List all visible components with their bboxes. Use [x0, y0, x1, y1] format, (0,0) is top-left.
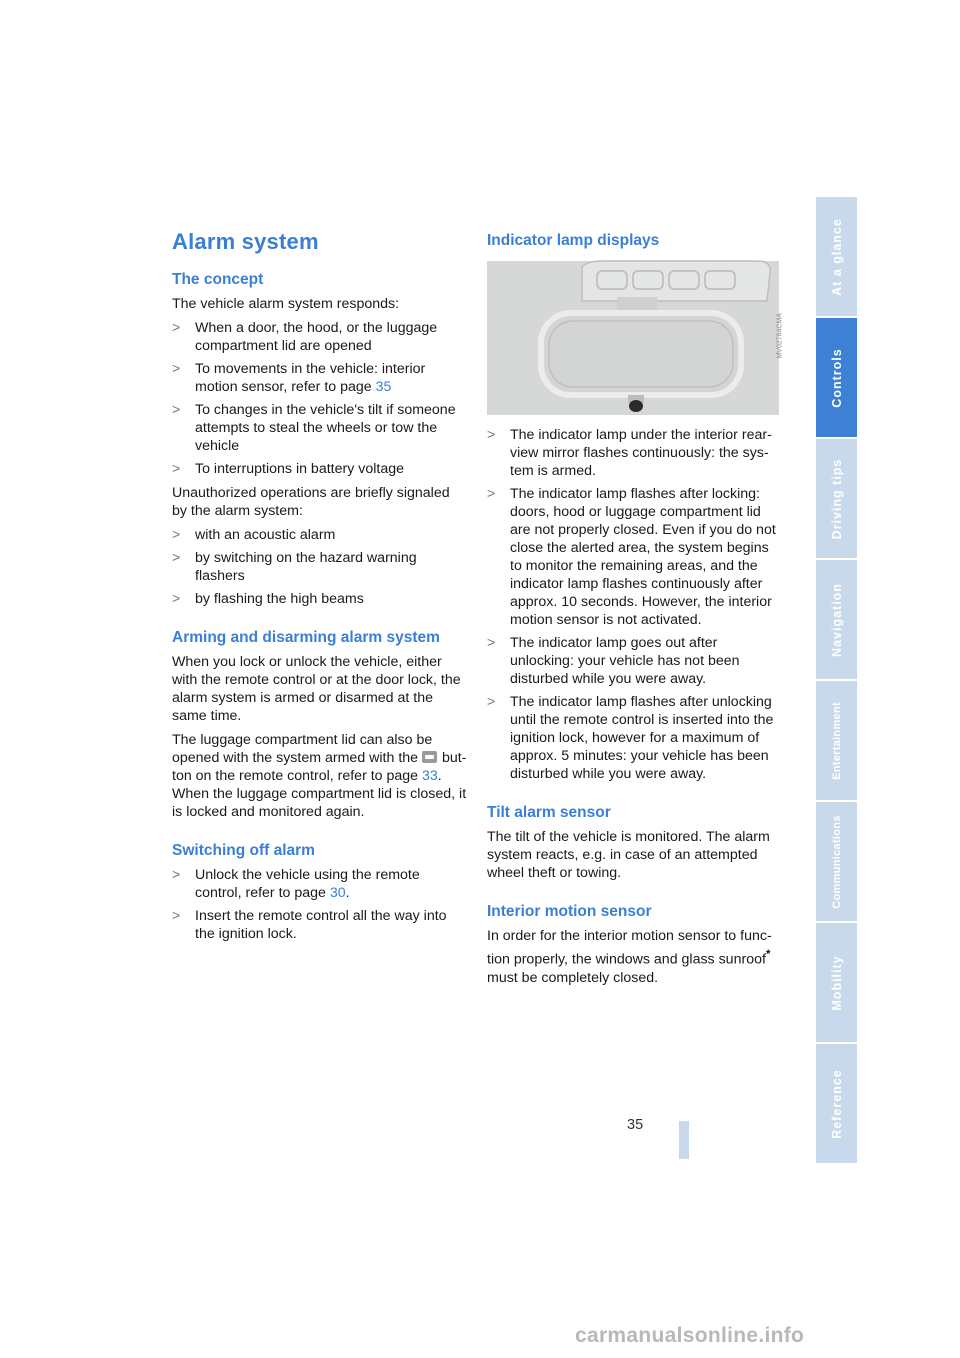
tab-controls[interactable]: Controls	[816, 318, 857, 437]
bullet-marker: >	[172, 461, 181, 477]
signals-list	[172, 526, 467, 608]
tab-communications[interactable]: Communications	[816, 802, 857, 921]
photo-code: MV02784CMA	[777, 313, 784, 359]
list-item: > Unlock the vehicle using the remote control, refer to page 30.	[172, 867, 420, 901]
list-item: > by switching on the hazard warning flashers	[172, 550, 417, 584]
tilt-heading: Tilt alarm sensor	[487, 804, 611, 821]
switching-off-heading: Switching off alarm	[172, 842, 315, 859]
bullet-marker: >	[172, 908, 181, 924]
tab-reference[interactable]: Reference	[816, 1044, 857, 1163]
bullet-marker: >	[487, 486, 496, 502]
bullet-marker: >	[172, 591, 181, 607]
switching-list	[172, 866, 467, 943]
bullet-marker: >	[172, 320, 181, 336]
bullet-marker: >	[487, 635, 496, 651]
arming-paragraph: When you lock or unlock the vehicle, either with the remote control or at the door lock, the alarm system is armed or disarmed at the same time.	[172, 654, 461, 724]
list-item: > To movements in the vehicle: interior motion sensor, refer to page 35	[172, 361, 426, 395]
list-item: > The indicator lamp goes out after unlocking: your vehicle has not been disturbed while you were away.	[487, 635, 740, 687]
luggage-paragraph: The luggage compartment lid can also be opened with the system armed with the button on the remote control, refer to page 33. When the luggage compartment lid is closed, it is locked and monitored again.	[172, 732, 467, 820]
bullet-marker: >	[172, 402, 181, 418]
indicator-heading: Indicator lamp displays	[487, 232, 660, 249]
list-item: > The indicator lamp flashes after unlocking until the remote control is inserted into the ignition lock, however for a maximum of approx. 5 minutes: your vehicle has been disturbed while you were away.	[487, 694, 774, 782]
tab-entertainment[interactable]: Entertainment	[816, 681, 857, 800]
list-item: > by flashing the high beams	[172, 591, 364, 607]
left-column	[172, 228, 467, 949]
concept-list	[172, 319, 467, 478]
tab-mobility[interactable]: Mobility	[816, 923, 857, 1042]
bullet-marker: >	[172, 867, 181, 883]
page-reference-link[interactable]: 35	[375, 379, 392, 395]
bullet-marker: >	[172, 527, 181, 543]
bullet-marker: >	[487, 427, 496, 443]
list-item: > The indicator lamp under the interior rearview mirror flashes continuously: the system is armed.	[487, 427, 772, 479]
list-item: > To changes in the vehicle's tilt if someone attempts to steal the wheels or tow the vehicle	[172, 402, 456, 454]
list-item: > with an acoustic alarm	[172, 527, 336, 543]
page-reference-link[interactable]: 33	[422, 768, 438, 784]
bullet-marker: >	[172, 361, 181, 377]
bullet-marker: >	[487, 694, 496, 710]
list-item: > The indicator lamp flashes after locking: doors, hood or luggage compartment lid are not properly closed. Even if you do not close the alerted area, the system begins to monitor the remaining areas, and the indicator lamp flashes continuously after approx. 10 seconds. However, the interior motion sensor is not activated.	[487, 486, 776, 628]
rearview-mirror-illustration	[487, 261, 779, 415]
tab-at-a-glance[interactable]: At a glance	[816, 197, 857, 316]
page-title: Alarm system	[172, 229, 319, 254]
page-number-bar	[679, 1121, 689, 1159]
concept-intro: The vehicle alarm system responds:	[172, 296, 400, 312]
tab-navigation[interactable]: Navigation	[816, 560, 857, 679]
list-item: > Insert the remote control all the way into the ignition lock.	[172, 908, 447, 942]
right-column	[487, 231, 782, 993]
site-watermark: carmanualsonline.info	[575, 1324, 805, 1347]
page-number: 35	[627, 1117, 644, 1133]
arming-heading: Arming and disarming alarm system	[172, 629, 440, 646]
rearview-mirror-photo	[487, 261, 784, 415]
list-item: > When a door, the hood, or the luggage compartment lid are opened	[172, 320, 438, 354]
tilt-text: The tilt of the vehicle is monitored. The alarm system reacts, e.g. in case of an attempted wheel theft or towing.	[487, 829, 770, 881]
optional-equipment-star: *	[765, 947, 771, 961]
concept-heading: The concept	[172, 271, 264, 288]
tab-driving-tips[interactable]: Driving tips	[816, 439, 857, 558]
bullet-marker: >	[172, 550, 181, 566]
motion-text: In order for the interior motion sensor to function properly, the windows and glass sunroof* must be completely closed.	[487, 928, 772, 986]
indicator-list	[487, 426, 782, 783]
list-item: > To interruptions in battery voltage	[172, 461, 404, 477]
chapter-tabs	[816, 197, 857, 1165]
unauthorized-text: Unauthorized operations are briefly signaled by the alarm system:	[172, 485, 450, 519]
remote-luggage-button-icon	[422, 751, 437, 763]
page-reference-link[interactable]: 30	[329, 885, 346, 901]
motion-heading: Interior motion sensor	[487, 903, 652, 920]
